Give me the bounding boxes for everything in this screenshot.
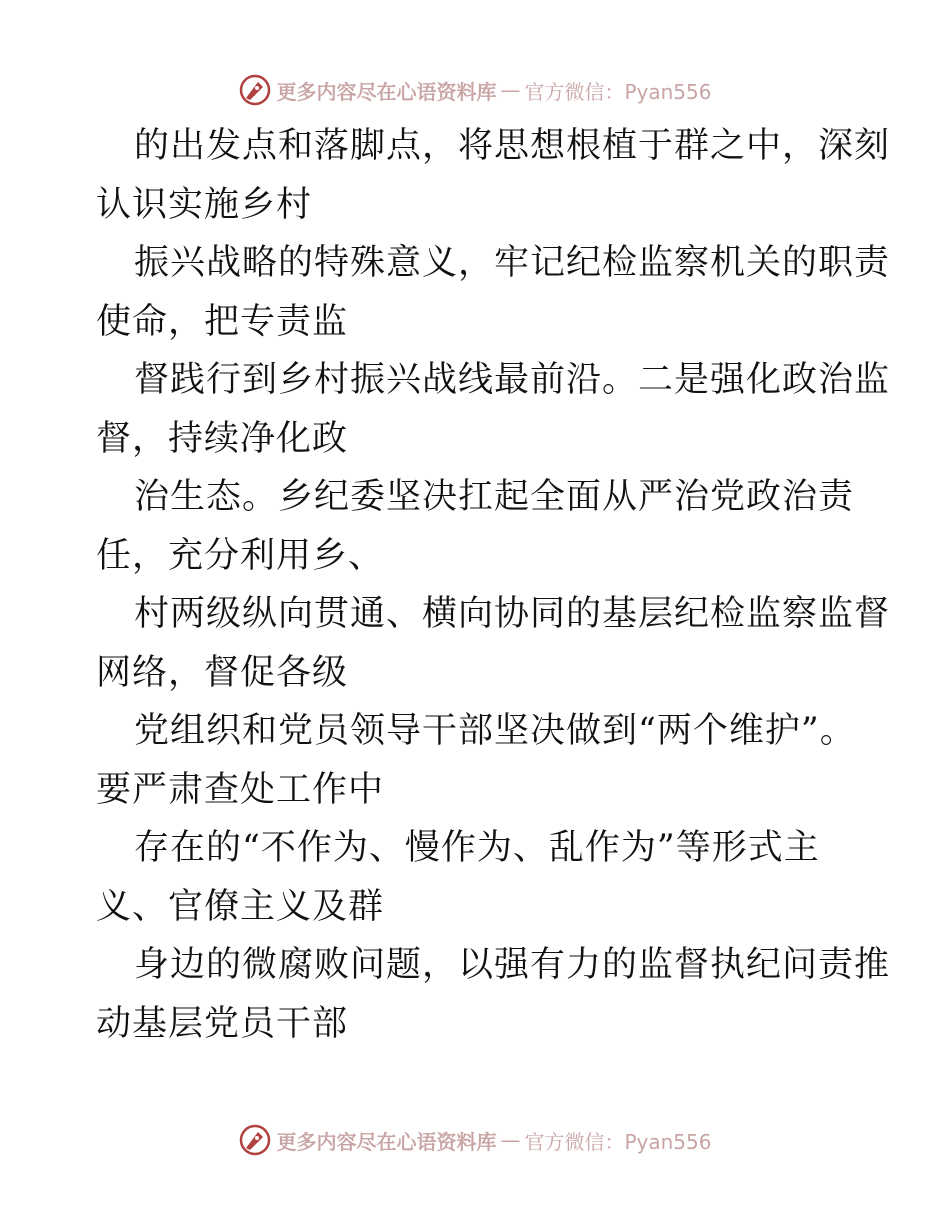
text-line: 义、官僚主义及群	[96, 886, 385, 927]
document-body	[96, 117, 891, 1053]
text-line: 认识实施乡村	[96, 184, 313, 225]
watermark-separator: —	[500, 1128, 521, 1152]
text-line: 治生态。乡纪委坚决扛起全面从严治党政治责	[134, 477, 855, 517]
text-line: 督，持续净化政	[96, 418, 349, 459]
pen-nib-logo-icon	[238, 73, 272, 107]
text-line: 使命，把专责监	[96, 301, 349, 342]
text-line: 村两级纵向贯通、横向协同的基层纪检监察监督	[134, 594, 891, 634]
watermark-wechat: 官方微信：Pyan556	[524, 1129, 712, 1154]
watermark-separator: —	[500, 78, 521, 102]
text-line: 网络，督促各级	[96, 652, 349, 693]
text-line: 任，充分利用乡、	[96, 535, 385, 576]
text-line: 身边的微腐败问题，以强有力的监督执纪问责推	[134, 945, 891, 985]
text-line: 振兴战略的特殊意义，牢记纪检监察机关的职责	[134, 243, 891, 283]
pen-nib-logo-icon	[238, 1123, 272, 1157]
text-line: 的出发点和落脚点，将思想根植于群之中，深刻	[134, 126, 891, 166]
watermark-text: 更多内容尽在心语资料库	[276, 79, 497, 104]
footer-watermark	[0, 1120, 950, 1160]
text-line: 要严肃查处工作中	[96, 769, 385, 810]
watermark-wechat: 官方微信：Pyan556	[524, 79, 712, 104]
text-line: 存在的“不作为、慢作为、乱作为”等形式主	[134, 828, 820, 868]
watermark-text: 更多内容尽在心语资料库	[276, 1129, 497, 1154]
text-line: 动基层党员干部	[96, 1003, 349, 1044]
header-watermark	[0, 70, 950, 110]
text-line: 党组织和党员领导干部坚决做到“两个维护”。	[134, 711, 856, 751]
text-line: 督践行到乡村振兴战线最前沿。二是强化政治监	[134, 360, 891, 400]
